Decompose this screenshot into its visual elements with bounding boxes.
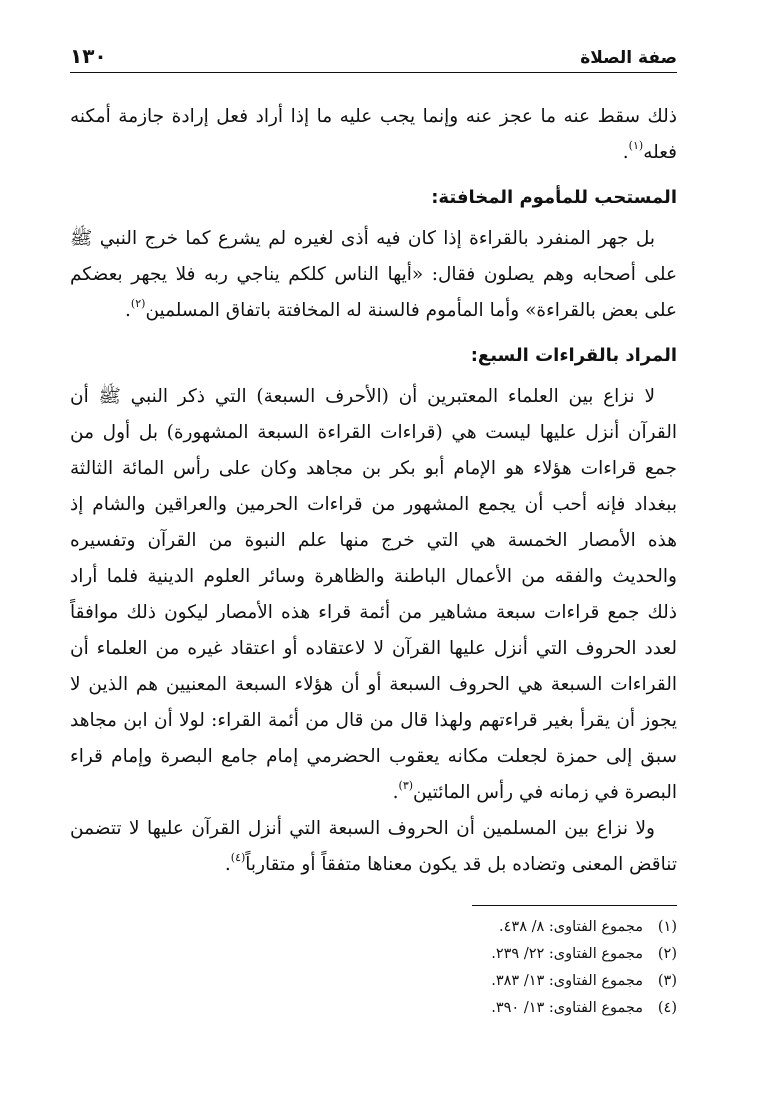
section-heading-seven-readings: المراد بالقراءات السبع: [470,345,677,366]
footnote-text: مجموع الفتاوى: ٢٢/ ٢٣٩. [491,946,643,962]
paragraph-text: بل جهر المنفرد بالقراءة إذا كان فيه أذى لغيره لم يشرع كما خرج النبي ﷺ على أصحابه وهم يصلون فقال: «أيها الناس كلكم يناجي ربه فلا يجهر بعضكم على بعض بالقراءة» وأما المأموم فالسنة له المخافتة باتفاق المسلمين [70,228,677,321]
running-title: صفة الصلاة [580,48,677,68]
footnote-ref-2[interactable]: (٢) [130,297,146,310]
footnote-ref-4[interactable]: (٤) [230,851,246,864]
footnote-item [70,968,677,995]
footnote-number: (٣) [657,973,677,989]
footnote-item [70,995,677,1022]
footnote-text: مجموع الفتاوى: ١٣/ ٣٨٣. [491,973,643,989]
footnote-ref-1[interactable]: (١) [628,139,644,152]
footnote-number: (٢) [657,946,677,962]
book-page [70,38,677,1022]
paragraph-text: ولا نزاع بين المسلمين أن الحروف السبعة التي أنزل القرآن عليها لا تتضمن تناقض المعنى وتضاده بل قد يكون معناها متفقاً أو متقارباً [70,818,677,875]
footnote-number: (٤) [657,1000,677,1016]
paragraph-2 [70,221,677,329]
footnote-number: (١) [657,919,677,935]
section-heading-follower-silence: المستحب للمأموم المخافتة: [431,187,677,208]
footnote-item [70,914,677,941]
footnote-text: مجموع الفتاوى: ٨/ ٤٣٨. [499,919,643,935]
footnote-divider [472,905,677,906]
footnotes [70,905,677,1022]
paragraph-text: لا نزاع بين العلماء المعتبرين أن (الأحرف السبعة) التي ذكر النبي ﷺ أن القرآن أنزل عليها ليست هي (قراءات القراءة السبعة المشهورة) بل أول من جمع قراءات هؤلاء هو الإمام أبو بكر بن مجاهد وكان على رأس المائة الثالثة ببغداد فإنه أحب أن يجمع المشهور من قراءات الحرمين والعراقين والشام إذ هذه الأمصار الخمسة هي التي خرج منها علم النبوة من القرآن وتفسيره والحديث والفقه من الأعمال الباطنة والظاهرة وسائر العلوم الدينية فلما أراد ذلك جمع قراءات سبعة مشاهير من أئمة قراء هذه الأمصار ليكون ذلك موافقاً لعدد الحروف التي أنزل عليها القرآن لا لاعتقاده أو اعتقاد غيره من العلماء أن القراءات السبعة هي الحروف السبعة أو أن هؤلاء السبعة المعنيين هم الذين لا يجوز أن يقرأ بغير قراءتهم ولهذا قال من قال من أئمة القراء: لولا أن ابن مجاهد سبق إلى حمزة لجعلت مكانه يعقوب الحضرمي إمام جامع البصرة وإمام قراء البصرة في زمانه في رأس المائتين [70,386,677,803]
paragraph-4 [70,811,677,883]
paragraph-3 [70,379,677,811]
footnote-text: مجموع الفتاوى: ١٣/ ٣٩٠. [491,1000,643,1016]
paragraph-text: ذلك سقط عنه ما عجز عنه وإنما يجب عليه ما إذا أراد فعل إرادة جازمة أمكنه فعله [70,106,677,163]
paragraph-1 [70,99,677,171]
paragraph-end: . [224,854,231,875]
paragraph-end: . [125,300,131,321]
running-header [70,38,677,73]
paragraph-end: . [392,782,399,803]
footnote-ref-3[interactable]: (٣) [398,779,414,792]
page-number: ١٣٠ [70,44,107,68]
footnote-item [70,941,677,968]
page-body [70,99,677,883]
paragraph-end: . [622,142,629,163]
